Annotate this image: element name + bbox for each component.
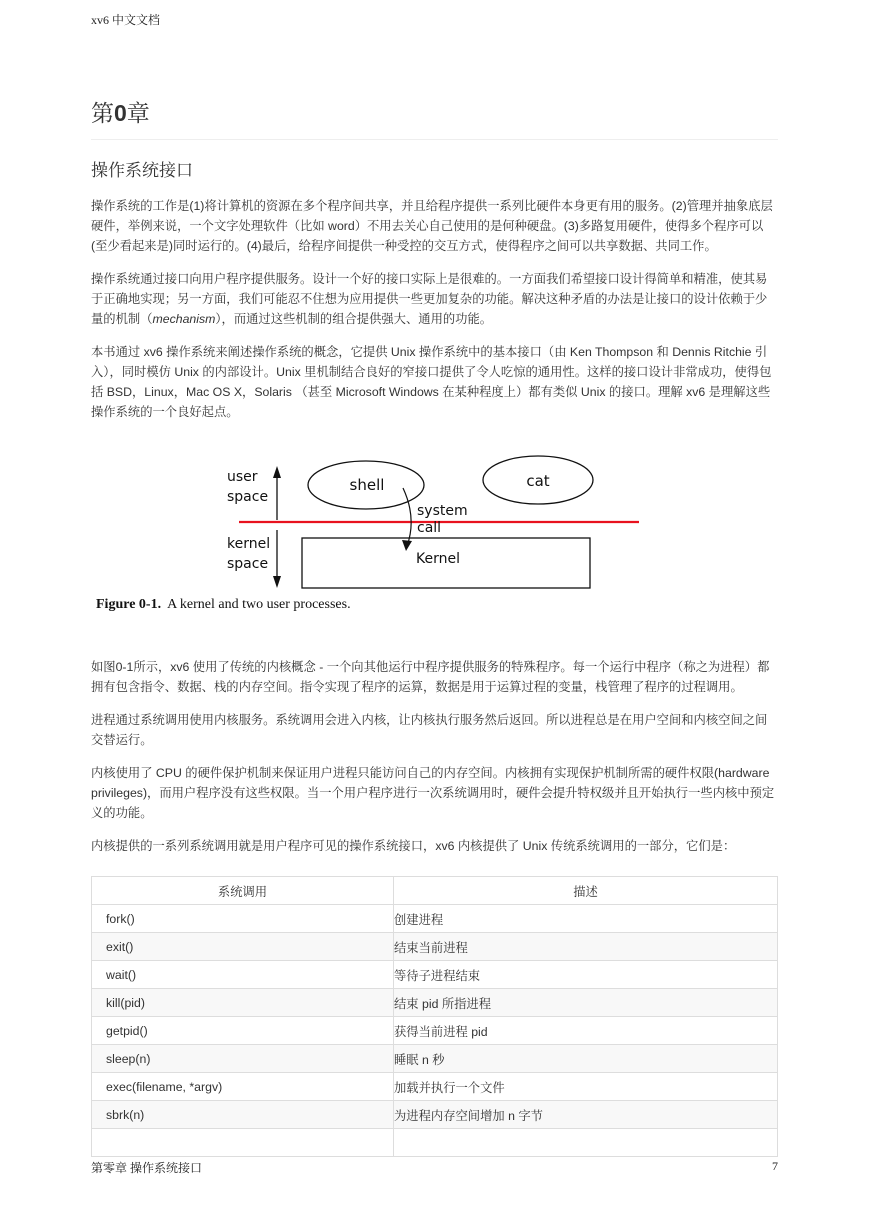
cat-label: cat <box>526 472 550 490</box>
page-number: 7 <box>772 1159 778 1173</box>
table-header-row <box>92 877 778 905</box>
paragraph: 操作系统通过接口向用户程序提供服务。设计一个好的接口实际上是很难的。一方面我们希望接口设计得简单和精准，使其易于正确地实现；另一方面，我们可能忍不住想为应用提供一些更加复杂的功能。解决这种矛盾的办法是让接口的设计依赖于少量的机制（mechanism），而通过这些机制的组合提供强大、通用的功能。 <box>91 272 768 326</box>
system-call-label: system <box>417 503 468 519</box>
syscall-table <box>91 876 778 1157</box>
paragraph: 内核提供的一系列系统调用就是用户程序可见的操作系统接口，xv6 内核提供了 Unix 传统系统调用的一部分，它们是： <box>91 839 736 853</box>
syscall-name: sleep(n) <box>92 1045 394 1073</box>
down-arrow-head <box>273 576 281 588</box>
table-row <box>92 961 778 989</box>
syscall-name: sbrk(n) <box>92 1101 394 1129</box>
running-footer <box>91 1159 778 1176</box>
table-row <box>92 1017 778 1045</box>
user-space-label: user <box>227 469 258 485</box>
paragraph: 本书通过 xv6 操作系统来阐述操作系统的概念，它提供 Unix 操作系统中的基本接口（由 Ken Thompson 和 Dennis Ritchie 引入），同时模仿 Unix 的内部设计。Unix 里机制结合良好的窄接口提供了令人吃惊的通用性。这样的接口设计非常成功，使得包括 BSD，Linux，Mac OS X，Solaris （甚至 Microsoft Windows 在某种程度上）都有类似 Unix 的接口。理解 xv6 是理解这些操作系统的一个良好起点。 <box>91 345 772 419</box>
shell-label: shell <box>349 476 385 494</box>
table-header-cell: 描述 <box>394 877 778 905</box>
table-header-cell: 系统调用 <box>92 877 394 905</box>
table-row <box>92 933 778 961</box>
syscall-description: 结束当前进程 <box>394 933 778 961</box>
syscall-description: 获得当前进程 pid <box>394 1017 778 1045</box>
figure-caption: Figure 0-1. A kernel and two user processes. <box>96 597 351 612</box>
kernel-space-label: kernel <box>227 536 271 552</box>
paragraph: 操作系统的工作是(1)将计算机的资源在多个程序间共享，并且给程序提供一系列比硬件本身更有用的服务。(2)管理并抽象底层硬件，举例来说，一个文字处理软件（比如 word）不用去关心自己使用的是何种硬盘。(3)多路复用硬件，使得多个程序可以(至少看起来是)同时运行的。(4)最后，给程序间提供一种受控的交互方式，使得程序之间可以共享数据、共同工作。 <box>91 199 773 253</box>
table-row <box>92 989 778 1017</box>
table-row <box>92 1073 778 1101</box>
system-call-arrow <box>403 488 411 546</box>
syscall-description: 为进程内存空间增加 n 字节 <box>394 1101 778 1129</box>
figure-diagram <box>91 440 778 645</box>
user-space-label: space <box>227 489 269 505</box>
system-call-arrow-head <box>402 540 412 551</box>
up-arrow-head <box>273 466 281 478</box>
syscall-description: 结束 pid 所指进程 <box>394 989 778 1017</box>
kernel-space-label: space <box>227 556 269 572</box>
paragraph: 内核使用了 CPU 的硬件保护机制来保证用户进程只能访问自己的内存空间。内核拥有实现保护机制所需的硬件权限(hardware privileges)，而用户程序没有这些权限。当一个用户程序进行一次系统调用时，硬件会提升特权级并且开始执行一些内核中预定义的功能。 <box>91 766 775 820</box>
page-content <box>91 96 778 1157</box>
syscall-name: wait() <box>92 961 394 989</box>
syscall-description <box>394 1129 778 1157</box>
paragraph: 进程通过系统调用使用内核服务。系统调用会进入内核，让内核执行服务然后返回。所以进程总是在用户空间和内核空间之间交替运行。 <box>91 713 768 747</box>
syscall-description: 睡眠 n 秒 <box>394 1045 778 1073</box>
syscall-name: kill(pid) <box>92 989 394 1017</box>
syscall-name <box>92 1129 394 1157</box>
table-row <box>92 1129 778 1157</box>
footer-title: 第零章 操作系统接口 <box>91 1161 203 1175</box>
syscall-description: 创建进程 <box>394 905 778 933</box>
running-header: xv6 中文文档 <box>91 13 161 27</box>
paragraph: 如图0-1所示，xv6 使用了传统的内核概念 - 一个向其他运行中程序提供服务的特殊程序。每一个运行中程序（称之为进程）都拥有包含指令、数据、栈的内存空间。指令实现了程序的运算，数据是用于运算过程的变量，栈管理了程序的过程调用。 <box>91 660 770 694</box>
syscall-description: 等待子进程结束 <box>394 961 778 989</box>
section-title: 操作系统接口 <box>91 161 193 180</box>
syscall-name: fork() <box>92 905 394 933</box>
syscall-description: 加载并执行一个文件 <box>394 1073 778 1101</box>
kernel-label: Kernel <box>416 551 460 567</box>
syscall-name: exit() <box>92 933 394 961</box>
syscall-name: getpid() <box>92 1017 394 1045</box>
system-call-label: call <box>417 520 442 536</box>
table-row <box>92 1045 778 1073</box>
chapter-title: 第0章 <box>91 96 778 140</box>
syscall-name: exec(filename, *argv) <box>92 1073 394 1101</box>
mechanism-term: mechanism <box>152 312 216 326</box>
figure-kernel-user-processes <box>91 440 778 645</box>
table-row <box>92 905 778 933</box>
table-row <box>92 1101 778 1129</box>
